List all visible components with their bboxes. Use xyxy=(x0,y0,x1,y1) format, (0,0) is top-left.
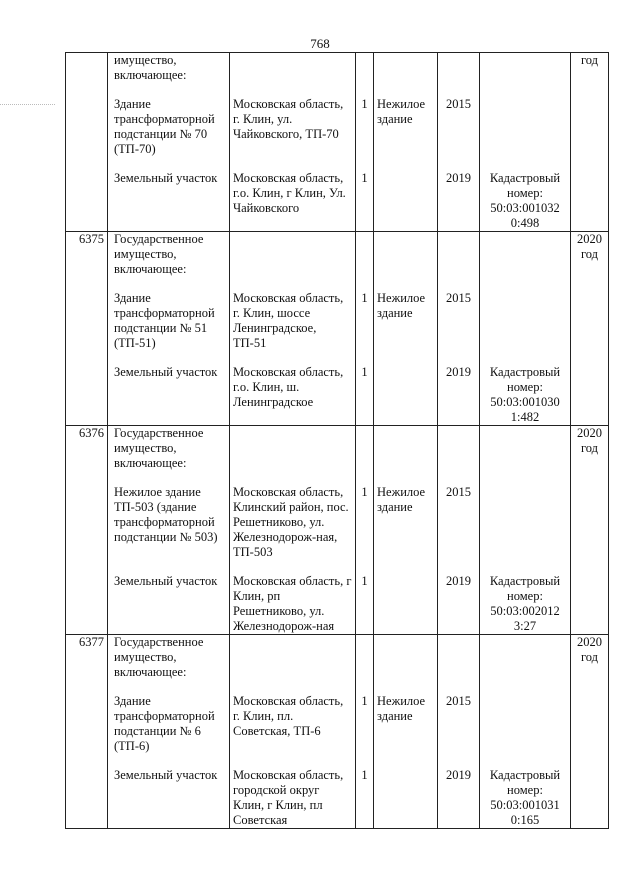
object-name: Нежилое здание ТП-503 (здание трансформаторной подстанции № 503) xyxy=(108,485,230,560)
object-intro: имущество, включающее: xyxy=(108,53,230,84)
row-number: 6376 xyxy=(66,426,108,472)
table-row xyxy=(66,291,609,351)
object-qty: 1 xyxy=(356,694,374,754)
table-row xyxy=(66,485,609,560)
row-number: 6377 xyxy=(66,635,108,681)
table-row xyxy=(66,694,609,754)
object-address: Московская область, городской округ Клин, г Клин, пл Советская xyxy=(230,768,356,829)
cadastral-note: Кадастровый номер: 50:03:002012 3:27 xyxy=(480,574,571,635)
object-address: Московская область, г Клин, рп Решетниково, ул. Железнодорож-ная xyxy=(230,574,356,635)
table-row xyxy=(66,426,609,472)
period-cell: 2020 год xyxy=(571,635,609,681)
object-year: 2015 xyxy=(438,97,480,157)
object-purpose: Нежилое здание xyxy=(374,485,438,560)
period-cell: 2020 год xyxy=(571,426,609,472)
cadastral-note: Кадастровый номер: 50:03:001032 0:498 xyxy=(480,171,571,232)
table-row xyxy=(66,171,609,232)
object-address: Московская область, г. Клин, ул. Чайковского, ТП-70 xyxy=(230,97,356,157)
property-registry-table xyxy=(65,52,609,829)
cadastral-note: Кадастровый номер: 50:03:001030 1:482 xyxy=(480,365,571,426)
object-purpose: Нежилое здание xyxy=(374,291,438,351)
period-cell: год xyxy=(571,53,609,84)
table-row xyxy=(66,365,609,426)
object-qty: 1 xyxy=(356,365,374,426)
object-intro: Государственное имущество, включающее: xyxy=(108,232,230,278)
object-address: Московская область, г. Клин, пл. Советская, ТП-6 xyxy=(230,694,356,754)
object-year: 2019 xyxy=(438,768,480,829)
object-year: 2015 xyxy=(438,291,480,351)
object-intro: Государственное имущество, включающее: xyxy=(108,426,230,472)
object-purpose: Нежилое здание xyxy=(374,97,438,157)
cadastral-note: Кадастровый номер: 50:03:001031 0:165 xyxy=(480,768,571,829)
table-row xyxy=(66,97,609,157)
object-qty: 1 xyxy=(356,291,374,351)
object-qty: 1 xyxy=(356,485,374,560)
object-qty: 1 xyxy=(356,768,374,829)
object-address: Московская область, Клинский район, пос. Решетниково, ул. Железнодорож-ная, ТП-503 xyxy=(230,485,356,560)
object-year: 2019 xyxy=(438,365,480,426)
object-address: Московская область, г. Клин, шоссе Ленинградское, ТП-51 xyxy=(230,291,356,351)
object-year: 2015 xyxy=(438,694,480,754)
object-address: Московская область, г.о. Клин, г Клин, Ул. Чайковского xyxy=(230,171,356,232)
object-qty: 1 xyxy=(356,574,374,635)
object-purpose: Нежилое здание xyxy=(374,694,438,754)
object-intro: Государственное имущество, включающее: xyxy=(108,635,230,681)
table-row xyxy=(66,53,609,84)
scan-artifact xyxy=(0,104,55,106)
object-name: Здание трансформаторной подстанции № 70 (ТП-70) xyxy=(108,97,230,157)
period-cell: 2020 год xyxy=(571,232,609,278)
object-name: Земельный участок xyxy=(108,574,230,635)
table-row xyxy=(66,768,609,829)
page-number: 768 xyxy=(310,36,330,51)
row-number: 6375 xyxy=(66,232,108,278)
object-address: Московская область, г.о. Клин, ш. Ленинградское xyxy=(230,365,356,426)
object-name: Земельный участок xyxy=(108,365,230,426)
table-row xyxy=(66,232,609,278)
table-row xyxy=(66,635,609,681)
object-year: 2019 xyxy=(438,574,480,635)
object-qty: 1 xyxy=(356,97,374,157)
table-row xyxy=(66,574,609,635)
object-year: 2015 xyxy=(438,485,480,560)
object-year: 2019 xyxy=(438,171,480,232)
object-name: Здание трансформаторной подстанции № 6 (ТП-6) xyxy=(108,694,230,754)
object-name: Земельный участок xyxy=(108,768,230,829)
object-name: Земельный участок xyxy=(108,171,230,232)
object-qty: 1 xyxy=(356,171,374,232)
object-name: Здание трансформаторной подстанции № 51 (ТП-51) xyxy=(108,291,230,351)
row-number-cell xyxy=(66,53,108,84)
